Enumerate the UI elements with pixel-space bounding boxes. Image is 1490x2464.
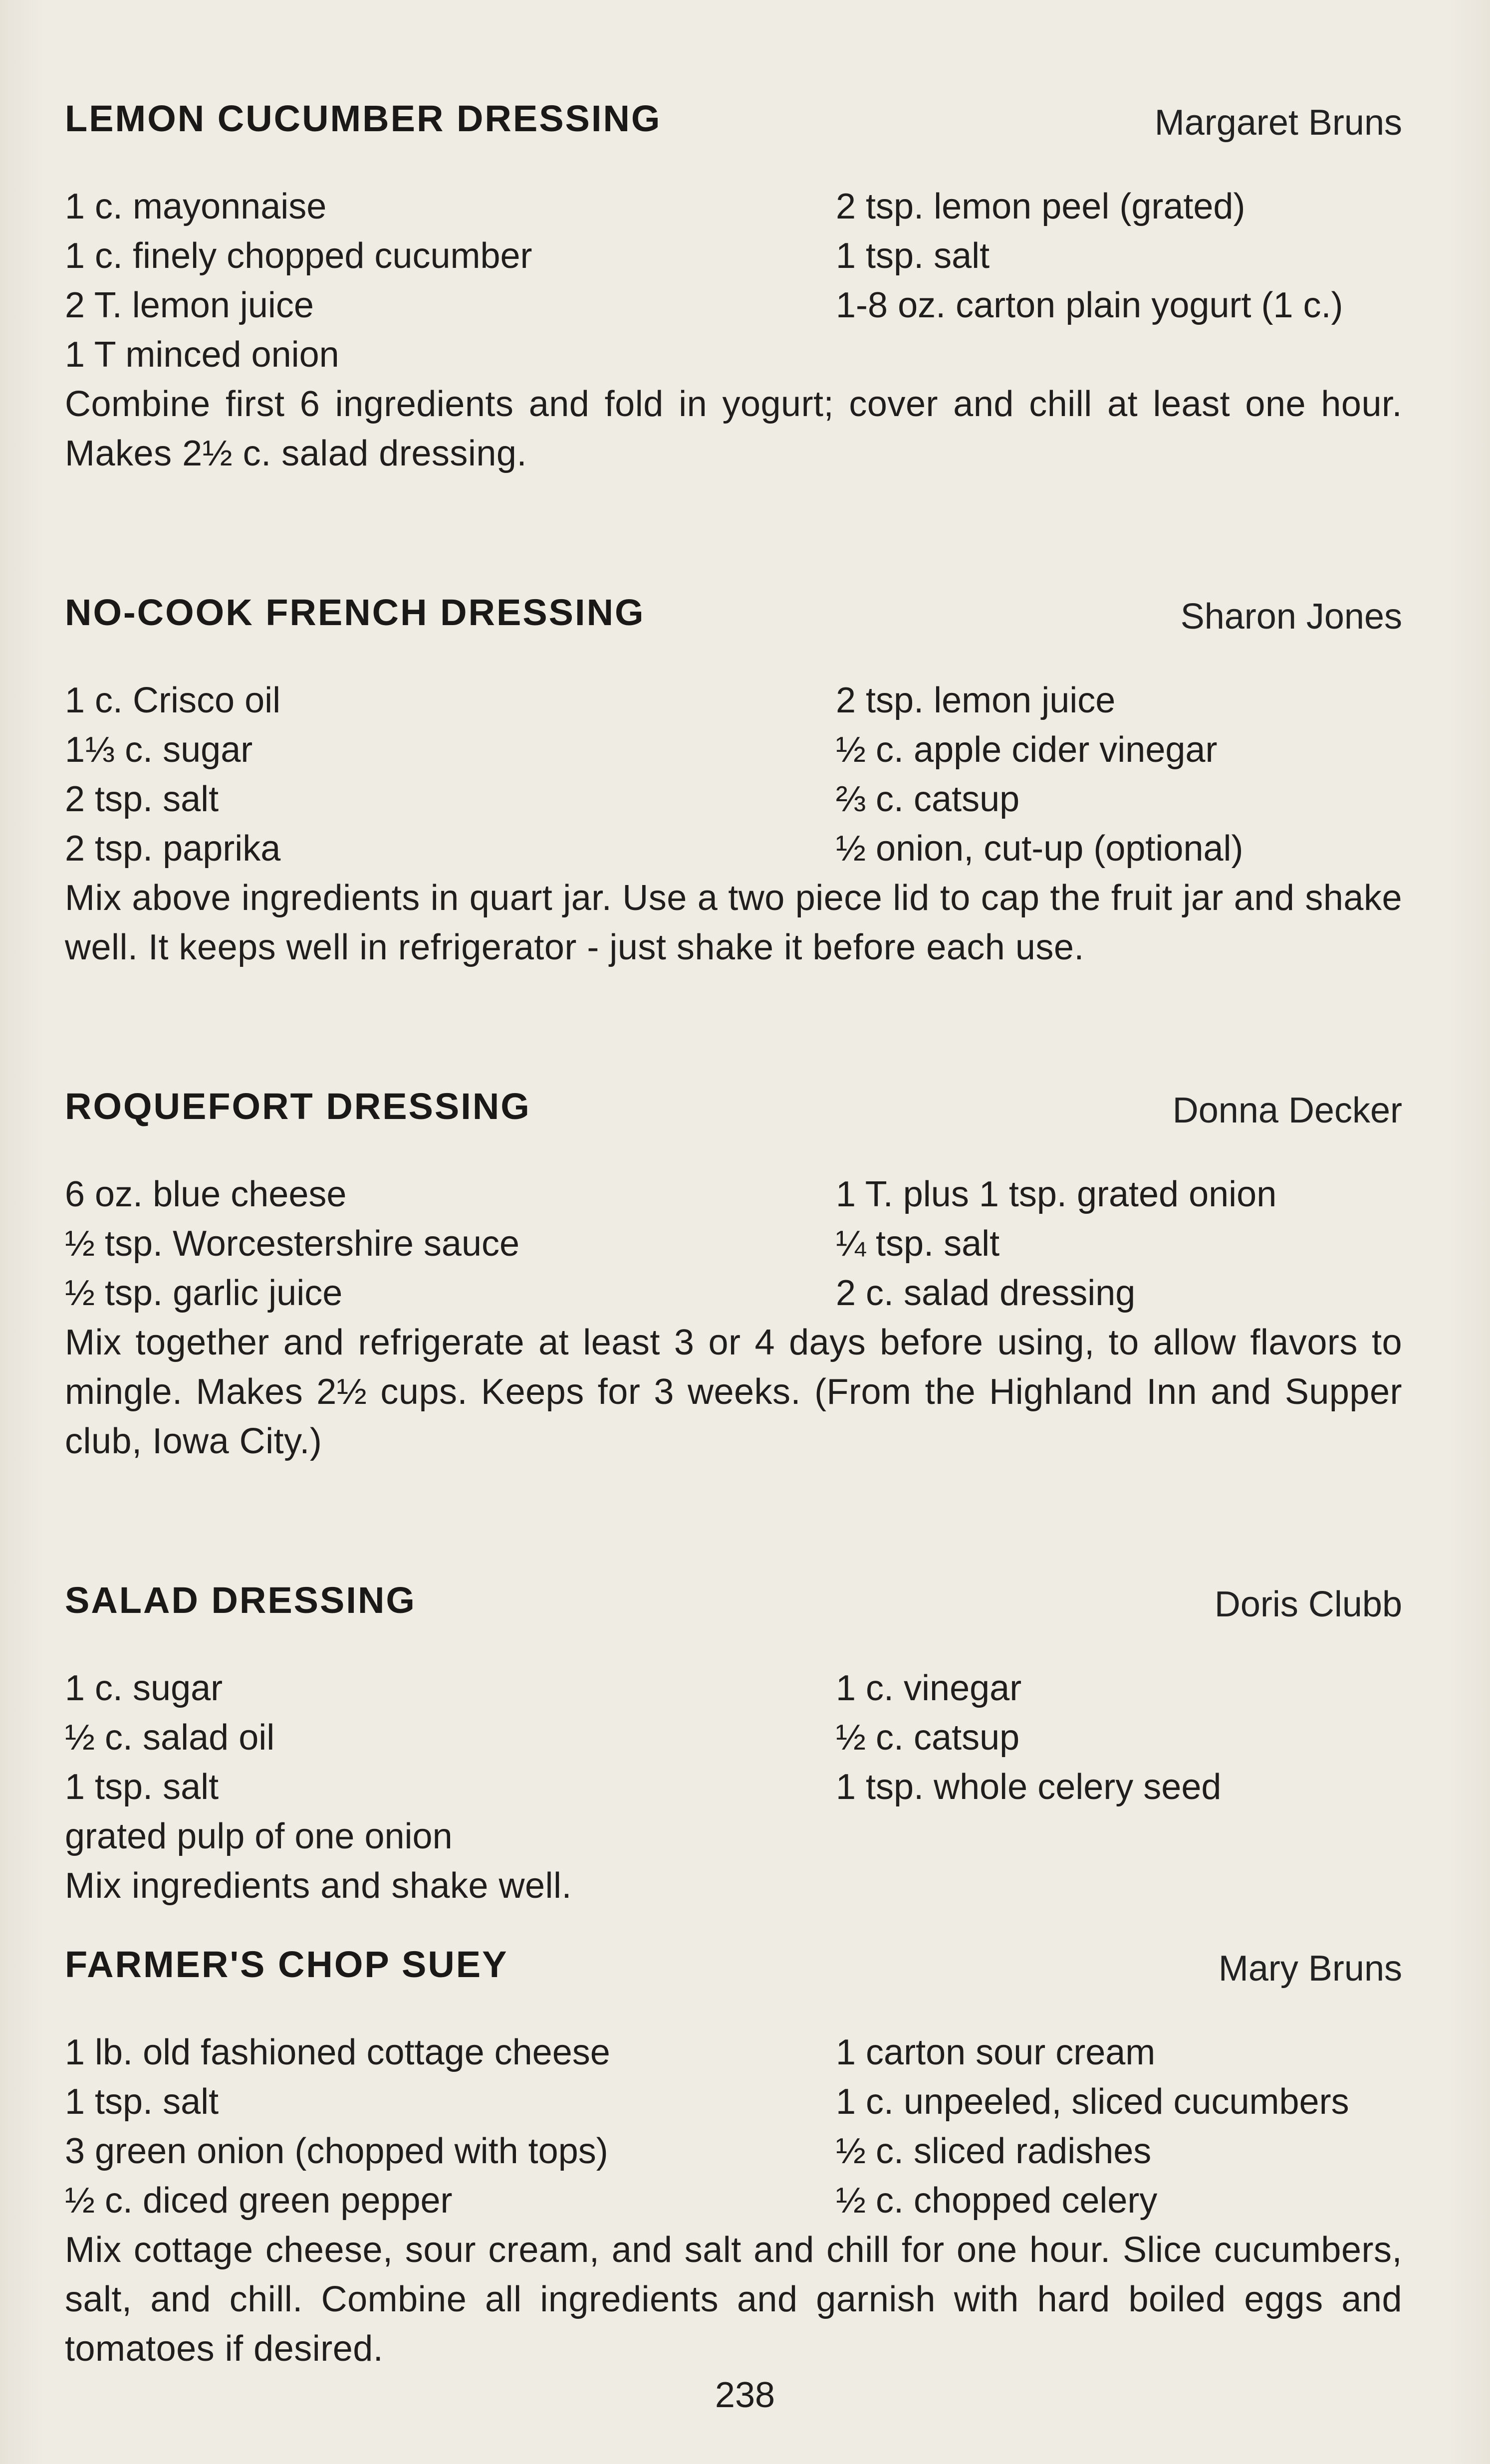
ingredient: ⅔ c. catsup bbox=[836, 779, 1020, 819]
recipe-header bbox=[65, 1579, 1402, 1639]
ingredient: 1 lb. old fashioned cottage cheese bbox=[65, 2032, 610, 2072]
ingredients-right-column bbox=[836, 676, 1402, 874]
ingredient-list bbox=[65, 676, 1402, 874]
ingredient: 1 tsp. salt bbox=[65, 2082, 219, 2122]
ingredient: 2 tsp. lemon juice bbox=[836, 680, 1116, 720]
ingredient: grated pulp of one onion bbox=[65, 1816, 453, 1856]
ingredient: ½ c. salad oil bbox=[65, 1718, 275, 1758]
recipe-title: ROQUEFORT DRESSING bbox=[65, 1086, 531, 1127]
recipe-header bbox=[65, 1943, 1402, 2003]
ingredient: ½ c. catsup bbox=[836, 1718, 1020, 1758]
ingredient: 2 tsp. salt bbox=[65, 779, 219, 819]
ingredient: 1 c. finely chopped cucumber bbox=[65, 236, 532, 276]
ingredients-left-column bbox=[65, 676, 836, 874]
recipe-author: Sharon Jones bbox=[1180, 597, 1402, 637]
ingredients-left-column bbox=[65, 182, 836, 380]
ingredient: 2 c. salad dressing bbox=[836, 1273, 1136, 1313]
ingredient: ½ tsp. garlic juice bbox=[65, 1273, 343, 1313]
recipe-directions: Mix cottage cheese, sour cream, and salt and chill for one hour. Slice cucumbers, salt, and chill. Combine all ingredients and garnish with hard boiled eggs and tomatoes if desired. bbox=[65, 2230, 1402, 2369]
recipe-farmers-chop-suey bbox=[65, 1943, 1402, 2374]
ingredients-right-column bbox=[836, 1170, 1402, 1318]
ingredient: 1 c. mayonnaise bbox=[65, 187, 327, 226]
ingredient: 1 c. vinegar bbox=[836, 1668, 1022, 1708]
ingredient: 1 tsp. whole celery seed bbox=[836, 1767, 1222, 1807]
ingredient-list bbox=[65, 1664, 1402, 1861]
ingredient-list bbox=[65, 1170, 1402, 1318]
ingredient: 2 tsp. paprika bbox=[65, 829, 281, 869]
recipe-title: SALAD DRESSING bbox=[65, 1579, 416, 1621]
recipe-header bbox=[65, 97, 1402, 157]
ingredient: 1 carton sour cream bbox=[836, 2032, 1156, 2072]
recipe-directions: Mix ingredients and shake well. bbox=[65, 1866, 572, 1906]
recipe-author: Margaret Bruns bbox=[1154, 103, 1402, 143]
recipe-title: LEMON CUCUMBER DRESSING bbox=[65, 98, 662, 139]
ingredient: ½ tsp. Worcestershire sauce bbox=[65, 1224, 520, 1264]
page-number: 238 bbox=[715, 2375, 775, 2415]
ingredient: 2 T. lemon juice bbox=[65, 285, 314, 325]
ingredients-left-column bbox=[65, 1664, 836, 1861]
recipe-directions: Mix above ingredients in quart jar. Use a two piece lid to cap the fruit jar and shake well. It keeps well in refrigerator - just shake it before each use. bbox=[65, 878, 1402, 967]
ingredient: ½ c. sliced radishes bbox=[836, 2131, 1152, 2171]
recipe-roquefort-dressing bbox=[65, 1085, 1402, 1466]
recipe-author: Doris Clubb bbox=[1214, 1584, 1402, 1624]
ingredient: 1 c. sugar bbox=[65, 1668, 223, 1708]
ingredients-right-column bbox=[836, 182, 1402, 380]
ingredients-right-column bbox=[836, 1664, 1402, 1861]
ingredient: 1 c. unpeeled, sliced cucumbers bbox=[836, 2082, 1349, 2122]
ingredients-left-column bbox=[65, 1170, 836, 1318]
recipe-salad-dressing bbox=[65, 1579, 1402, 1911]
recipe-author: Mary Bruns bbox=[1218, 1949, 1402, 1989]
ingredient: ½ c. chopped celery bbox=[836, 2181, 1158, 2221]
recipe-lemon-cucumber-dressing bbox=[65, 97, 1402, 478]
ingredient: 1 T minced onion bbox=[65, 335, 339, 375]
ingredient: 1 T. plus 1 tsp. grated onion bbox=[836, 1174, 1277, 1214]
recipe-directions: Mix together and refrigerate at least 3 or 4 days before using, to allow flavors to mingle. Makes 2½ cups. Keeps for 3 weeks. (From the Highland Inn and Supper club, Iowa City.) bbox=[65, 1323, 1402, 1461]
recipe-header bbox=[65, 591, 1402, 651]
recipe-title: FARMER'S CHOP SUEY bbox=[65, 1944, 508, 1985]
ingredient: ½ c. diced green pepper bbox=[65, 2181, 453, 2221]
ingredient: ¼ tsp. salt bbox=[836, 1224, 1000, 1264]
ingredient: 1 tsp. salt bbox=[836, 236, 990, 276]
ingredient: ½ onion, cut-up (optional) bbox=[836, 829, 1243, 869]
ingredients-right-column bbox=[836, 2028, 1402, 2226]
recipe-directions: Combine first 6 ingredients and fold in yogurt; cover and chill at least one hour. Makes 2½ c. salad dressing. bbox=[65, 384, 1402, 473]
ingredient-list bbox=[65, 182, 1402, 380]
ingredient: ½ c. apple cider vinegar bbox=[836, 730, 1218, 770]
ingredient: 1⅓ c. sugar bbox=[65, 730, 253, 770]
ingredient-list bbox=[65, 2028, 1402, 2226]
ingredient: 1-8 oz. carton plain yogurt (1 c.) bbox=[836, 285, 1343, 325]
ingredient: 2 tsp. lemon peel (grated) bbox=[836, 187, 1245, 226]
ingredient: 1 c. Crisco oil bbox=[65, 680, 281, 720]
ingredient: 1 tsp. salt bbox=[65, 1767, 219, 1807]
recipe-header bbox=[65, 1085, 1402, 1145]
ingredient: 6 oz. blue cheese bbox=[65, 1174, 347, 1214]
recipe-title: NO-COOK FRENCH DRESSING bbox=[65, 592, 645, 633]
ingredient: 3 green onion (chopped with tops) bbox=[65, 2131, 608, 2171]
recipe-author: Donna Decker bbox=[1172, 1091, 1402, 1130]
recipe-no-cook-french-dressing bbox=[65, 591, 1402, 972]
ingredients-left-column bbox=[65, 2028, 836, 2226]
